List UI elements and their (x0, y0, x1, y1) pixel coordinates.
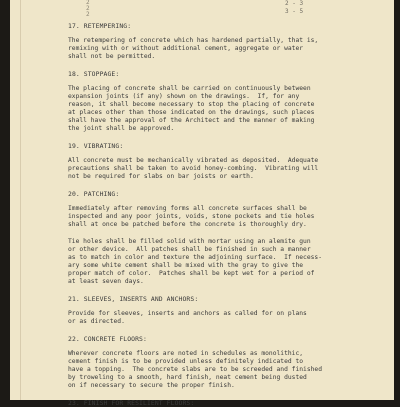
paragraph-line: The placing of concrete shall be carried on continuously between (68, 85, 311, 92)
paragraph-line: expansion joints (if any) shown on the drawings. If, for any (68, 93, 300, 100)
paragraph-line: remixing with or without additional cement, aggregate or water (68, 45, 304, 52)
paragraph-line: inspected and any poor joints, voids, stone pockets and tie holes (68, 213, 315, 220)
paragraph-line: by troweling to a smooth, hard finish, neat cement being dusted (68, 374, 307, 381)
paragraph-line: Wherever concrete floors are noted in schedules as monolithic, (68, 350, 304, 357)
paragraph-line: shall not be permitted. (68, 53, 156, 60)
section-paragraph (68, 310, 384, 326)
paragraph-line: Provide for sleeves, inserts and anchors as called for on plans (68, 310, 307, 317)
paragraph-line: or as directed. (68, 318, 125, 325)
paragraph-line: at places other than those indicated on the drawings, such places (68, 109, 315, 116)
paragraph-line: the joint shall be approved. (68, 125, 175, 132)
paragraph-line: The retempering of concrete which has hardened partially, that is, (68, 37, 319, 44)
spec-section (68, 399, 384, 407)
top-right-line: 2 - 3 (285, 0, 304, 7)
section-heading: 17. RETEMPERING: (68, 22, 132, 30)
section-paragraph (68, 157, 384, 181)
spec-section (68, 295, 384, 326)
section-heading: 23. FINISH FOR RESILIENT FLOORS: (68, 399, 195, 407)
top-right-line: 3 - 5 (285, 8, 304, 15)
section-paragraph (68, 350, 384, 390)
section-heading: 20. PATCHING: (68, 190, 120, 198)
spec-section (68, 22, 384, 61)
paragraph-line: shall have the approval of the Architect and the manner of making (68, 117, 315, 124)
paragraph-line: Immediately after removing forms all concrete surfaces shall be (68, 205, 307, 212)
section-paragraph (68, 37, 384, 61)
top-fragment (68, 0, 384, 22)
section-heading: 19. VIBRATING: (68, 142, 124, 150)
section-heading: 21. SLEEVES, INSERTS AND ANCHORS: (68, 295, 199, 303)
section-heading: 22. CONCRETE FLOORS: (68, 335, 147, 343)
section-heading: 18. STOPPAGE: (68, 70, 120, 78)
paragraph-line: not be required for slabs on bar joists or earth. (68, 173, 254, 180)
top-left-mark-text: 2 2 2 (86, 0, 90, 18)
paragraph-line: Tie holes shall be filled solid with mortar using an alemite gun (68, 238, 311, 245)
specification-text (68, 0, 384, 407)
spec-section (68, 70, 384, 133)
paragraph-line: as to match in color and texture the adjoining surface. If necess- (68, 254, 323, 261)
paragraph-line: cement finish is to be provided unless definitely indicated to (68, 358, 304, 365)
document-page (10, 0, 394, 407)
paragraph-line: on if necessary to secure the proper finish. (68, 382, 235, 389)
section-paragraph (68, 205, 384, 229)
paragraph-line: or other device. All patches shall be finished in such a manner (68, 246, 311, 253)
section-paragraph (68, 85, 384, 133)
top-left-marks (86, 0, 90, 18)
sections-list (68, 22, 384, 407)
paragraph-line: ary some white cement shall be mixed with the gray to give the (68, 262, 304, 269)
paragraph-line: shall at once be patched before the concrete is thoroughly dry. (68, 221, 307, 228)
spec-section (68, 142, 384, 181)
paragraph-line: reason, it shall become necessary to stop the placing of concrete (68, 101, 315, 108)
section-paragraph (68, 238, 384, 286)
paragraph-line: at least seven days. (68, 278, 144, 285)
paragraph-line: have a topping. The concrete slabs are to be screeded and finished (68, 366, 323, 373)
paragraph-line: precautions shall be taken to avoid honey-combing. Vibrating will (68, 165, 319, 172)
page-margin-rule (20, 0, 21, 400)
spec-section (68, 190, 384, 286)
spec-section (68, 335, 384, 390)
paragraph-line: All concrete must be mechanically vibrated as deposited. Adequate (68, 157, 319, 164)
paragraph-line: proper match of color. Patches shall be kept wet for a period of (68, 270, 315, 277)
top-right-fragment (285, 0, 303, 16)
